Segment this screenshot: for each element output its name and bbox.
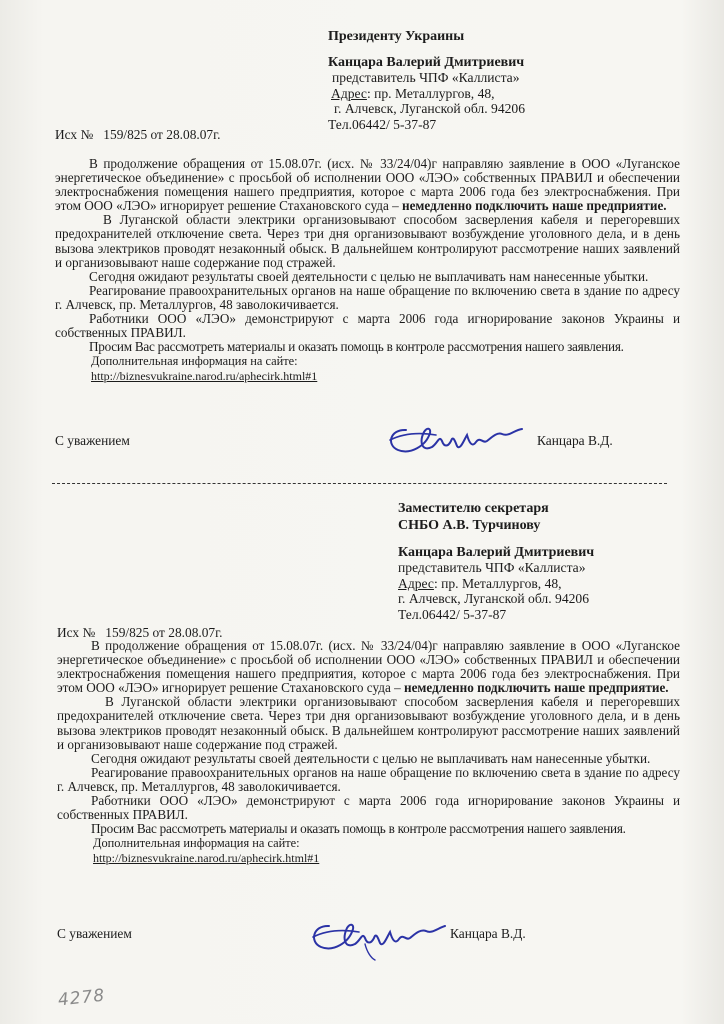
paragraph-1-bold: немедленно подключить наше предприятие. [401, 198, 667, 214]
cut-line [52, 483, 667, 484]
addressee-block [398, 500, 549, 534]
closing-2: С уважением [57, 926, 132, 941]
sender-block-2 [398, 545, 594, 622]
paragraph-1-text-2: В продолжение обращения от 15.08.07г. (исх. № 33/24/04)г направляю заявление в ООО «Луганское энергетическое объединение» с просьбой об исполнении ООО «ЛЭО» собственных ПРАВИЛ и обеспечении электроснабжения помещения нашего предприятия, которое с марта 2006 года без электроснабжения. При этом ООО «ЛЭО» игнорирует решение Стахановского суда – [57, 638, 680, 696]
paragraph-6-2: Просим Вас рассмотреть материалы и оказать помощь в контроле рассмотрения нашего заявления. [91, 821, 626, 837]
paragraph-3-2: Сегодня ожидают результаты своей деятельности с целью не выплачивать нам нанесенные убытки. [91, 750, 651, 766]
paragraph-1-bold-2: немедленно подключить наше предприятие. [403, 680, 669, 696]
sender-phone: Тел.06442/ 5-37-87 [328, 116, 437, 132]
info-label-2: Дополнительная информация на сайте: [93, 836, 300, 851]
addressee-line-2: СНБО А.В. Турчинову [398, 518, 541, 533]
address-street: : пр. Металлургов, 48, [366, 85, 495, 101]
paragraph-4-2: Реагирование правоохранительных органов на наше обращение по включению света в здание по адресу г. Алчевск, пр. Металлургов, 48 заволокичивается. [57, 764, 680, 794]
sender-block [328, 55, 525, 132]
outgoing-reference-2: Исх № 159/825 от 28.08.07г. [57, 625, 223, 640]
paragraph-1 [55, 157, 680, 213]
outgoing-reference: Исх № 159/825 от 28.08.07г. [55, 127, 221, 142]
addressee: Президенту Украины [328, 29, 465, 44]
signature-2 [305, 914, 455, 964]
closing: С уважением [55, 433, 130, 448]
sender-phone-2: Тел.06442/ 5-37-87 [398, 606, 507, 622]
paragraph-5-2: Работники ООО «ЛЭО» демонстрируют с марта 2006 года игнорирование законов Украины и собственных ПРАВИЛ. [57, 793, 680, 823]
paragraph-4: Реагирование правоохранительных органов на наше обращение по включению света в здание по адресу г. Алчевск, пр. Металлургов, 48 заволокичивается. [55, 282, 680, 312]
sender-role: представитель ЧПФ «Каллиста» [332, 70, 520, 86]
paragraph-1-2 [57, 639, 680, 695]
signer-name: Канцара В.Д. [537, 433, 613, 448]
sender-address-2 [398, 576, 594, 591]
address-label: Адрес [331, 85, 367, 101]
sender-name-2: Канцара Валерий Дмитриевич [398, 545, 595, 560]
info-link-2[interactable]: http://biznesvukraine.narod.ru/aphecirk.html#1 [93, 850, 320, 865]
letter-body-2 [57, 639, 680, 865]
sender-role-2: представитель ЧПФ «Каллиста» [398, 560, 586, 576]
paragraph-5: Работники ООО «ЛЭО» демонстрируют с марта 2006 года игнорирование законов Украины и собственных ПРАВИЛ. [55, 311, 680, 341]
addressee-line-1: Заместителю секретаря [398, 501, 549, 516]
letter-body [55, 157, 680, 383]
address-label-2: Адрес [398, 575, 434, 591]
sender-address [328, 86, 525, 101]
paragraph-2-2: В Луганской области электрики организовывают способом засверления кабеля и перегоревших предохранителей отключение света. Через три дня организовывают возбуждение уголовного дела, и в день вызова электриков проводят незаконный обыск. В дальнейшем контролируют рассмотрение наших заявлений и организовывают наше содержание под стражей. [57, 694, 680, 752]
paragraph-2: В Луганской области электрики организовывают способом засверления кабеля и перегоревших предохранителей отключение света. Через три дня организовывают возбуждение уголовного дела, и в день вызова электриков проводят незаконный обыск. В дальнейшем контролируют рассмотрение наших заявлений и организовывают наше содержание под стражей. [55, 212, 680, 270]
paragraph-3: Сегодня ожидают результаты своей деятельности с целью не выплачивать нам нанесенные убытки. [89, 268, 649, 284]
handwritten-number: 4278 [57, 985, 107, 1011]
sender-city-2: г. Алчевск, Луганской обл. 94206 [398, 591, 590, 607]
address-street-2: : пр. Металлургов, 48, [433, 575, 562, 591]
paragraph-1-text: В продолжение обращения от 15.08.07г. (исх. № 33/24/04)г направляю заявление в ООО «Луганское энергетическое объединение» с просьбой об исполнении ООО «ЛЭО» собственных ПРАВИЛ и обеспечении электроснабжения помещения нашего предприятия, которое с марта 2006 года без электроснабжения. При этом ООО «ЛЭО» игнорирует решение Стахановского суда – [55, 156, 680, 214]
info-label: Дополнительная информация на сайте: [91, 354, 298, 369]
signer-name-2: Канцара В.Д. [450, 926, 526, 941]
sender-name: Канцара Валерий Дмитриевич [328, 55, 525, 70]
info-link[interactable]: http://biznesvukraine.narod.ru/aphecirk.html#1 [91, 368, 318, 383]
paragraph-6: Просим Вас рассмотреть материалы и оказать помощь в контроле рассмотрения нашего заявления. [89, 339, 624, 355]
signature-1 [384, 420, 534, 460]
sender-city: г. Алчевск, Луганской обл. 94206 [334, 101, 526, 117]
